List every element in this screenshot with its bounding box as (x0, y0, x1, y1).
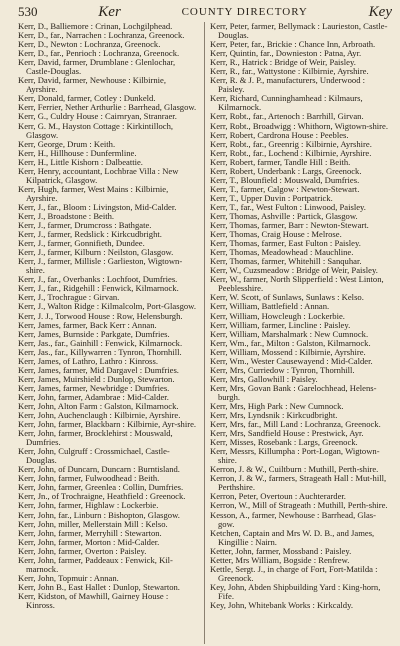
directory-entry: Kerr, J., farmer, Redslick : Kirkcudbright. (18, 229, 162, 240)
directory-entry: Kerr, Mrs, Lyndsnik : Kirkcudbright. (210, 410, 338, 421)
directory-entry: Kerr, James, of Lathro, Lathro : Kinross. (18, 355, 158, 366)
directory-entry: Kerr, William, farmer, Lincline : Paisley. (210, 319, 351, 330)
directory-entry: Kerr, Hugh, farmer, West Mains : Kilbirnie, Ayrshire. (18, 183, 169, 203)
directory-entry: Kerr, James, farmer, Newbridge : Dumfries. (18, 382, 170, 393)
directory-entry: Kerr, R., Hatrick : Bridge of Weir, Paisley. (210, 57, 356, 68)
right-guide-word: Key (368, 3, 392, 20)
directory-entry: Kerron, W., Mill of Strageath : Muthill, Perth-shire. (210, 500, 388, 511)
directory-entry: Kerr, Donald, farmer, Cotley : Dunkeld. (18, 93, 156, 104)
directory-entry: Kerr, W., farmer, North Slipperfield : West Linton, Peeblesshire. (210, 274, 384, 294)
directory-entry: Kerr, H., Hillhouse : Dunfermline. (18, 147, 137, 158)
directory-entry: Kerr, Mrs, Govan Bank : Garelochhead, Helens-burgh. (210, 382, 377, 402)
directory-entry: Kerr, Thomas, Ashville : Partick, Glasgow. (210, 210, 358, 221)
directory-entry: Kerr, W. Scott, of Sunlaws, Sunlaws : Kelso. (210, 292, 364, 303)
directory-entry: Kerr, John, farmer, Adambrae : Mid-Calder. (18, 391, 169, 402)
directory-entry: Kerr, William, Howcleugh : Lockerbie. (210, 310, 345, 321)
right-column (205, 22, 392, 644)
directory-entry: Kerr, Henry, accountant, Lochbrae Villa : New Kilpatrick, Glasgow. (18, 165, 179, 185)
directory-entry: Kerr, H., Little Kishorn : Dalbeattie. (18, 156, 143, 167)
directory-entry: Kerr, Thomas, farmer, East Fulton : Paisley. (210, 238, 361, 249)
directory-entry: Kerr, Thomas, Meadowhead : Mauchline. (210, 247, 354, 258)
directory-entry: Kerron, J. & W., Cuiltburn : Muthill, Perth-shire. (210, 464, 379, 475)
directory-entry: Kerr, Thomas, farmer, Barr : Newton-Stewart. (210, 220, 369, 231)
directory-entry: Kerr, John, farmer, Brocklehirst : Mouswald, Dumfries. (18, 428, 173, 448)
directory-entry: Kerr, John, farmer, Merryhill : Stewarton. (18, 527, 162, 538)
directory-entry: Kerr, John, far., Linburn : Bishopton, Glasgow. (18, 509, 180, 520)
directory-entry: Ketter, John, farmer, Mossband : Paisley. (210, 545, 352, 556)
directory-entry: Kerr, J. J., Torwood House : Row, Helensburgh. (18, 310, 183, 321)
directory-entry: Kerr, Robt., Broadwigg : Whithorn, Wigtown-shire. (210, 120, 389, 131)
directory-entry: Kerr, John, farmer, Overton : Paisley. (18, 545, 147, 556)
directory-entry: Kerr, J., Broadstone : Beith. (18, 210, 115, 221)
directory-entry: Kerr, John, Topmuir : Annan. (18, 572, 119, 583)
directory-entry: Kerr, J., far., Ridgehill : Fenwick, Kilmarnock. (18, 283, 179, 294)
directory-entry: Kerr, John B., East Hallet : Dunlop, Stewarton. (18, 581, 180, 592)
directory-entry: Kerr, Peter, far., Brickie : Chance Inn, Arbroath. (210, 39, 376, 50)
directory-entry: Kerr, D., far., Narrachen : Lochranza, Greenock. (18, 30, 185, 41)
directory-entry: Kerr, J., farmer, Millisle : Garlieston, Wigtown-shire. (18, 256, 183, 276)
directory-entry: Kerr, D., far., Penrioch : Lochranza, Greenock. (18, 48, 180, 59)
directory-entry: Kerr, J., far., Bloom : Livingston, Mid-Calder. (18, 201, 177, 212)
directory-entry: Kerr, T., Blounfield : Mouswald, Dumfries. (210, 174, 360, 185)
directory-entry: Kerr, William, Mossend : Kilbirnie, Ayrshire. (210, 346, 366, 357)
directory-entry: Kerr, Robt., far., Artenoch : Barrhill, Girvan. (210, 111, 364, 122)
page-header (18, 2, 392, 22)
directory-entry: Kerr, Robert, farmer, Tandle Hill : Beith. (210, 156, 351, 167)
directory-entry: Kerr, Mrs, far., Mill Land : Lochranza, Greenock. (210, 419, 381, 430)
directory-entry: Kesson, A., farmer, Newhouse : Barrhead, Glas-gow. (210, 509, 376, 529)
directory-entry: Kerr, James, farmer, Back Kerr : Annan. (18, 319, 157, 330)
directory-entry: Kerron, J. & W., farmers, Strageath Hall : Mut-hill, Perthshire. (210, 473, 387, 493)
directory-entry: Kerr, John, Alton Farm : Galston, Kilmarnock. (18, 400, 179, 411)
directory-entry: Kerr, John, farmer, Morton : Mid-Calder. (18, 536, 160, 547)
directory-entry: Kerr, T., far., West Fulton : Linwood, Paisley. (210, 201, 366, 212)
directory-entry: Kerr, Mrs, Gallowhill : Paisley. (210, 373, 318, 384)
directory-entry: Ketchen, Captain and Mrs W. D. B., and James, Kingillie : Nairn. (210, 527, 375, 547)
directory-entry: Kerr, Wm., Wester Causewayend : Mid-Calder. (210, 355, 373, 366)
directory-entry: Kerr, Robt., far., Greenrig : Kilbirnie, Ayrshire. (210, 138, 372, 149)
directory-entry: Kerr, Jas., far., Gainhill : Fenwick, Kilmarnock. (18, 337, 183, 348)
directory-entry: Kerr, J., far., Overbanks : Lochfoot, Dumfries. (18, 274, 178, 285)
directory-entry: Kerr, R., far., Wattystone : Kilbirnie, Ayrshire. (210, 66, 369, 77)
directory-entry: Kerr, Thomas, farmer, Whitehill : Sanquhar. (210, 256, 362, 267)
directory-entry: Kerr, G., Culdry House : Cairnryan, Stranraer. (18, 111, 177, 122)
directory-entry: Kerr, Ferrier, Nether Arthurlie : Barrhead, Glasgow. (18, 102, 197, 113)
directory-entry: Kerr, J., farmer, Kilburn : Neilston, Glasgow. (18, 247, 174, 258)
directory-entry: Kerr, Mrs, High Park : New Cumnock. (210, 400, 344, 411)
directory-entry: Kerr, Messrs, Killumpha : Port-Logan, Wigtown-shire. (210, 446, 380, 466)
left-column (18, 22, 205, 644)
directory-entry: Kerr, David, farmer, Drumblane : Glenlochar, Castle-Douglas. (18, 57, 176, 77)
directory-entry: Kerr, Kidston, of Mawhill, Gairney House : Kinross. (18, 590, 169, 610)
directory-entry: Key, John, Whitebank Works : Kirkcaldy. (210, 600, 353, 610)
directory-entry: Kerr, Mrs, Sandfield House : Prestwick, Ayr. (210, 428, 364, 439)
directory-entry: Kerr, Robt., far., Lochend : Kilbirnie, Ayrshire. (210, 147, 372, 158)
left-guide-word: Ker (98, 3, 121, 20)
directory-entry: Kerr, James, Burnside : Parkgate, Dumfries. (18, 328, 170, 339)
directory-entry: Kerr, Jn., of Trochraigne, Heathfield : Greenock. (18, 491, 186, 502)
directory-entry: Kerr, Quintin, far., Downieston : Patna, Ayr. (210, 48, 362, 59)
directory-entry: Kerr, James, Muirshield : Dunlop, Stewarton. (18, 373, 175, 384)
directory-entry: Kerr, D., Newton : Lochranza, Greenock. (18, 39, 161, 50)
directory-entry: Kerr, T., farmer, Calgow : Newton-Stewart. (210, 183, 360, 194)
directory-entry: Kettle, Sergt. J., in charge of Fort, Fort-Matilda : Greenock. (210, 563, 378, 583)
directory-entry: Ketter, Mrs William, Bogside : Renfrew. (210, 554, 350, 565)
directory-entry: Kerr, John, Culgruff : Crossmichael, Castle-Douglas. (18, 446, 170, 466)
directory-entry: Kerr, Jas., far., Killywarren : Tynron, Thornhill. (18, 346, 182, 357)
page-title: COUNTY DIRECTORY (181, 6, 308, 18)
directory-entry: Kerr, J., farmer, Drumcross : Bathgate. (18, 220, 152, 231)
page-number: 530 (18, 4, 38, 19)
directory-entry: Key, John, Abden Shipbuilding Yard : King-horn, Fife. (210, 581, 381, 601)
directory-entry: Kerr, G. M., Hayston Cottage : Kirkintilloch, Glasgow. (18, 120, 174, 140)
directory-entry: Kerr, John, of Duncarn, Duncarn : Burntisland. (18, 464, 180, 475)
directory-entry: Kerr, Robert, Cardrona House : Peebles. (210, 129, 349, 140)
directory-entry: Kerr, John, farmer, Greenlea : Collin, Dumfries. (18, 482, 184, 493)
directory-entry: Kerr, David, farmer, Newhouse : Kilbirnie, Ayrshire. (18, 75, 166, 95)
directory-entry: Kerr, James, farmer, Mid Dargavel : Dumfries. (18, 364, 179, 375)
directory-entry: Kerr, Robert, Underbank : Largs, Greenock. (210, 165, 362, 176)
directory-entry: Kerr, T., Upper Duvin : Portpatrick. (210, 192, 333, 203)
directory-entry: Kerr, John, farmer, Fulwoodhead : Beith. (18, 473, 160, 484)
directory-entry: Kerr, W., Cuzsmeadow : Bridge of Weir, Paisley. (210, 265, 378, 276)
directory-entry: Kerr, Peter, farmer, Bellymack : Laurieston, Castle-Douglas. (210, 22, 388, 41)
directory-entry: Kerr, John, miller, Mellerstain Mill : Kelso. (18, 518, 168, 529)
directory-entry: Kerr, J., Walton Ridge : Kilmalcolm, Port-Glasgow. (18, 301, 196, 312)
directory-entry: Kerr, George, Drum : Keith. (18, 138, 116, 149)
directory-entry: Kerr, Misses, Rosebank : Largs, Greenock. (210, 437, 358, 448)
directory-entry: Kerr, Thomas, Craig House : Melrose. (210, 229, 342, 240)
directory-entry: Kerr, John, Auchenclaugh : Kilbirnie, Ayrshire. (18, 410, 181, 421)
directory-entry: Kerr, William, Battlefield : Annan. (210, 301, 330, 312)
directory-entry: Kerr, R. & J. P., manufacturers, Underwood : Paisley. (210, 75, 366, 95)
directory-entry: Kerr, Wm., far., Milton : Galston, Kilmarnock. (210, 337, 371, 348)
directory-entry: Kerr, D., Balliemore : Crinan, Lochgilphead. (18, 22, 173, 31)
directory-entry: Kerr, J., farmer, Gonnifieth, Dundee. (18, 238, 145, 249)
directory-entry: Kerr, John, farmer, Highlaw : Lockerbie. (18, 500, 159, 511)
directory-entry: Kerr, John, farmer, Paddeaux : Fenwick, Kil-marnock. (18, 554, 173, 574)
directory-entry: Kerron, Peter, Overtoun : Auchterarder. (210, 491, 346, 502)
directory-entry: Kerr, Mrs, Curriedow : Tynron, Thornhill. (210, 364, 355, 375)
directory-columns (18, 22, 392, 644)
directory-entry: Kerr, William, Marshalmark : New Cumnock. (210, 328, 369, 339)
directory-entry: Kerr, John, farmer, Blackbarn : Kilbirnie, Ayr-shire. (18, 419, 197, 430)
directory-entry: Kerr, Richard, Cunninghamhead : Kilmaurs, Kilmarnock. (210, 93, 363, 113)
directory-entry: Kerr, J., Trochrague : Girvan. (18, 292, 120, 303)
